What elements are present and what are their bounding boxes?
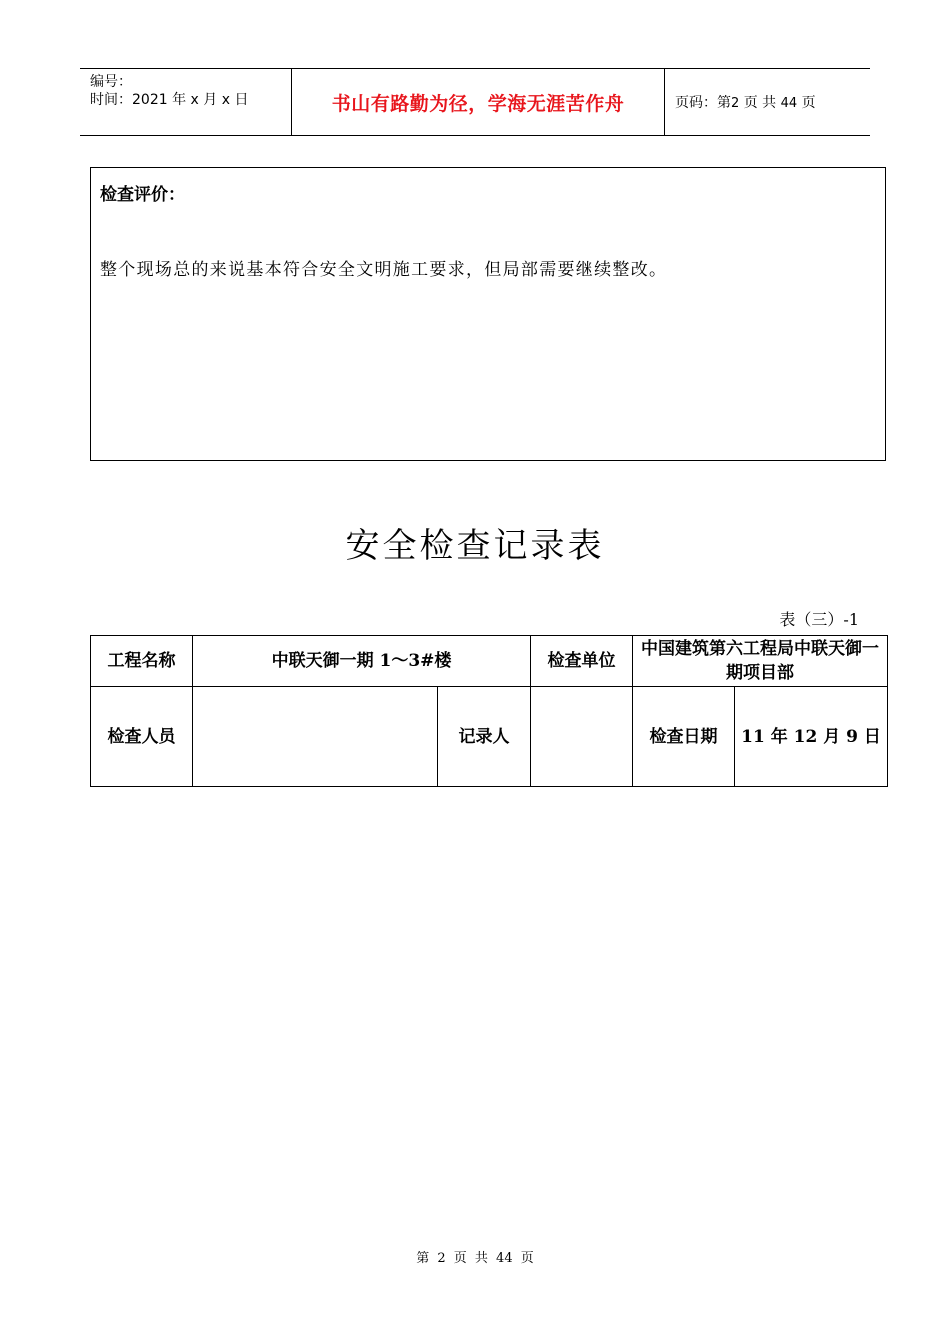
table-row [91,687,888,787]
page-footer: 第 2 页 共 44 页 [416,1251,534,1266]
table-number: 表（三）-1 [779,610,859,629]
page-total: 44 [780,96,798,111]
inspector-label: 检查人员 [91,687,193,787]
header-page-info [665,69,871,136]
evaluation-title: 检查评价： [100,185,185,205]
inspector-value[interactable] [193,687,438,787]
inspection-unit-value: 中国建筑第六工程局中联天御一期项目部 [633,636,888,687]
page-end: 页 [801,95,816,111]
evaluation-text: 整个现场总的来说基本符合安全文明施工要求，但局部需要继续整改。 [100,260,668,280]
page-header [80,68,870,136]
inspection-date-label: 检查日期 [633,687,735,787]
record-title: 安全检查记录表 [345,526,605,566]
table-row [91,636,888,687]
document-time: 时间：2021 年 x 月 x 日 [90,92,249,108]
header-meta [80,69,292,136]
project-name-label: 工程名称 [91,636,193,687]
evaluation-box [90,167,886,461]
inspection-unit-label: 检查单位 [531,636,633,687]
project-name-value: 中联天御一期 1～3#楼 [193,636,531,687]
page-label: 页码：第 [675,95,731,111]
page-mid: 页 共 [743,95,777,111]
page-current: 2 [731,96,740,111]
header-motto: 书山有路勤为径，学海无涯苦作舟 [292,69,665,136]
inspection-date-value: 11 年 12 月 9 日 [735,687,888,787]
recorder-label: 记录人 [438,687,531,787]
document-number: 编号： [90,74,132,90]
recorder-value[interactable] [531,687,633,787]
inspection-record-table [90,635,888,787]
